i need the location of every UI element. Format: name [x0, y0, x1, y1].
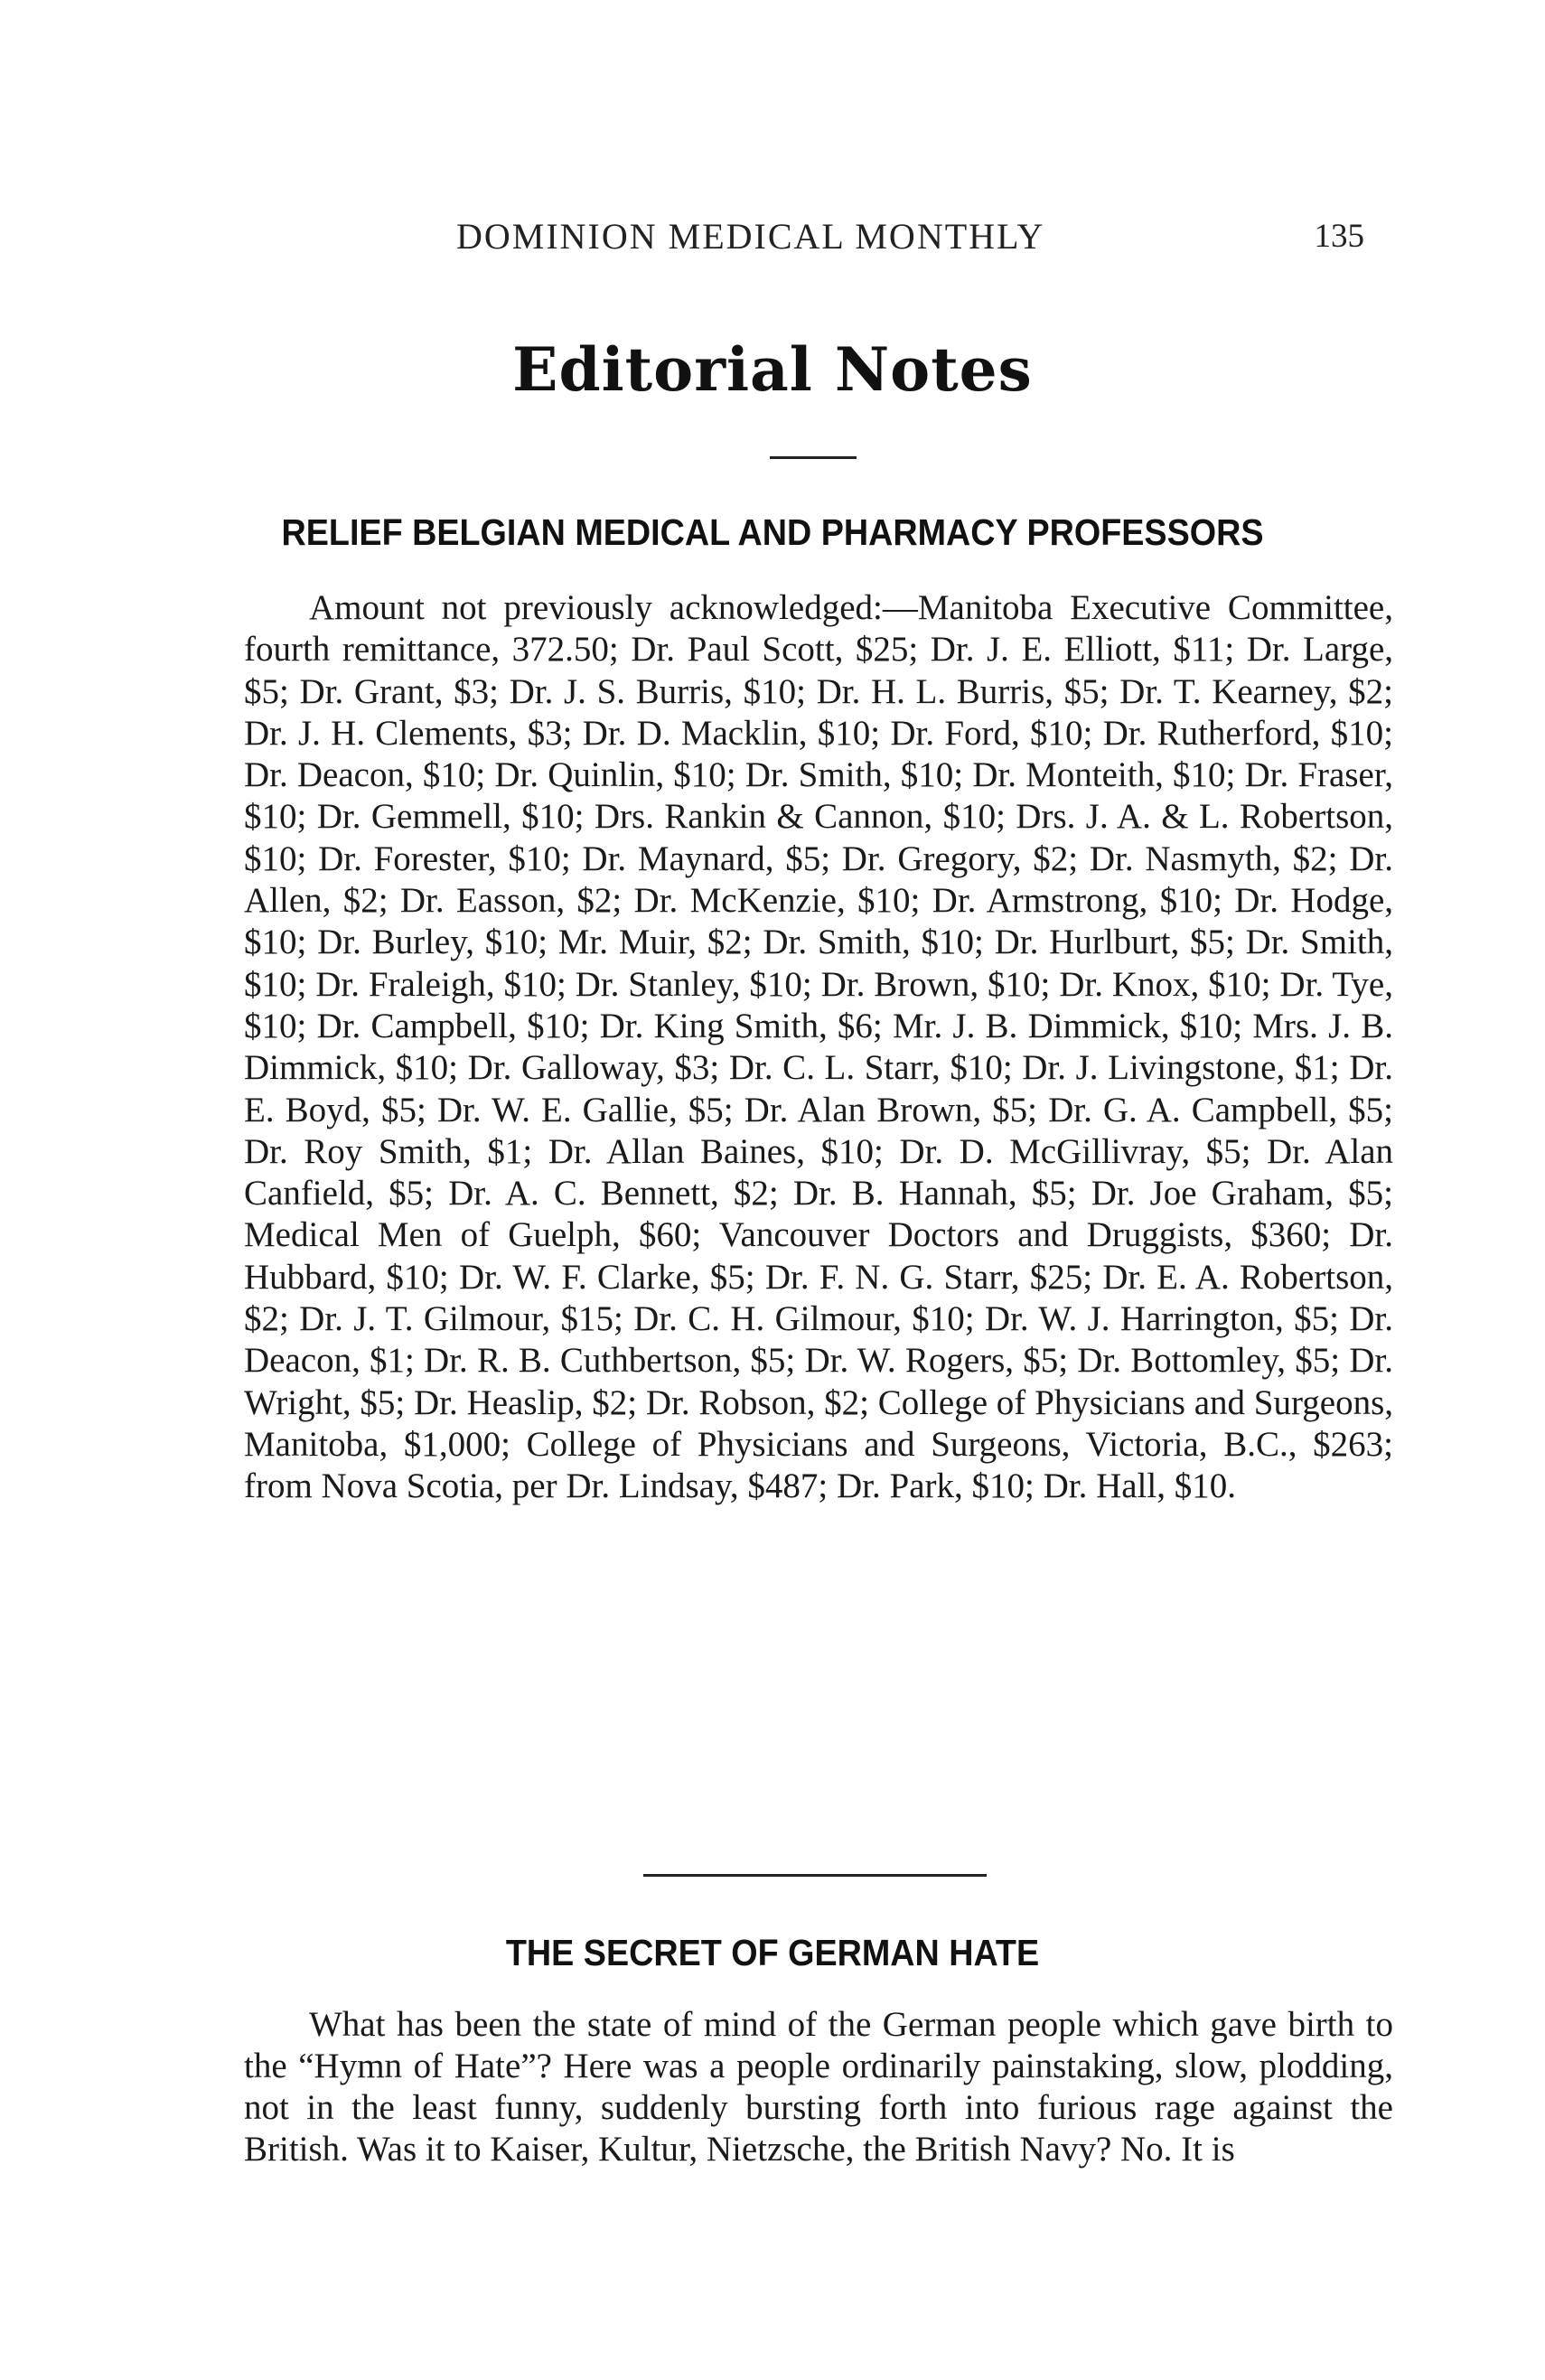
section-title-german-hate: THE SECRET OF GERMAN HATE: [505, 1932, 1040, 1973]
section-body-german-hate: What has been the state of mind of the German people which gave birth to the “Hymn of Hate”? Here was a people ordinarily painstaking, slow, plodding, not in the least funny, suddenly bursting forth into furious rage against the British. Was it to Kaiser, Kultur, Nietzsche, the British Navy? No. It is: [244, 2005, 1393, 2169]
running-title: DOMINION MEDICAL MONTHLY: [456, 216, 1045, 257]
running-header: [0, 215, 1545, 269]
section-body-relief: Amount not previously acknowledged:—Manitoba Executive Committee, fourth remittance, 372.50; Dr. Paul Scott, $25; Dr. J. E. Elliott, $11; Dr. Large, $5; Dr. Grant, $3; Dr. J. S. Burris, $10; Dr. H. L. Burris, $5; Dr. T. Kearney, $2; Dr. J. H. Clements, $3; Dr. D. Macklin, $10; Dr. Ford, $10; Dr. Rutherford, $10; Dr. Deacon, $10; Dr. Quinlin, $10; Dr. Smith, $10; Dr. Monteith, $10; Dr. Fraser, $10; Dr. Gemmell, $10; Drs. Rankin & Cannon, $10; Drs. J. A. & L. Robertson, $10; Dr. Forester, $10; Dr. Maynard, $5; Dr. Gregory, $2; Dr. Nasmyth, $2; Dr. Allen, $2; Dr. Easson, $2; Dr. McKenzie, $10; Dr. Armstrong, $10; Dr. Hodge, $10; Dr. Burley, $10; Mr. Muir, $2; Dr. Smith, $10; Dr. Hurlburt, $5; Dr. Smith, $10; Dr. Fraleigh, $10; Dr. Stanley, $10; Dr. Brown, $10; Dr. Knox, $10; Dr. Tye, $10; Dr. Campbell, $10; Dr. King Smith, $6; Mr. J. B. Dimmick, $10; Mrs. J. B. Dimmick, $10; Dr. Galloway, $3; Dr. C. L. Starr, $10; Dr. J. Livingstone, $1; Dr. E. Boyd, $5; Dr. W. E. Gallie, $5; Dr. Alan Brown, $5; Dr. G. A. Campbell, $5; Dr. Roy Smith, $1; Dr. Allan Baines, $10; Dr. D. McGillivray, $5; Dr. Alan Canfield, $5; Dr. A. C. Bennett, $2; Dr. B. Hannah, $5; Dr. Joe Graham, $5; Medical Men of Guelph, $60; Vancouver Doctors and Druggists, $360; Dr. Hubbard, $10; Dr. W. F. Clarke, $5; Dr. F. N. G. Starr, $25; Dr. E. A. Robertson, $2; Dr. J. T. Gilmour, $15; Dr. C. H. Gilmour, $10; Dr. W. J. Harrington, $5; Dr. Deacon, $1; Dr. R. B. Cuthbertson, $5; Dr. W. Rogers, $5; Dr. Bottomley, $5; Dr. Wright, $5; Dr. Heaslip, $2; Dr. Robson, $2; College of Physicians and Surgeons, Manitoba, $1,000; College of Physicians and Surgeons, Victoria, B.C., $263; from Nova Scotia, per Dr. Lindsay, $487; Dr. Park, $10; Dr. Hall, $10.: [244, 588, 1393, 1506]
section-title-relief: RELIEF BELGIAN MEDICAL AND PHARMACY PROFESSORS: [281, 511, 1264, 553]
page-number: 135: [1314, 218, 1364, 255]
heading-rule: [770, 456, 857, 459]
section-divider-rule: [643, 1874, 987, 1877]
editorial-notes-heading: Editorial Notes: [512, 334, 1033, 405]
